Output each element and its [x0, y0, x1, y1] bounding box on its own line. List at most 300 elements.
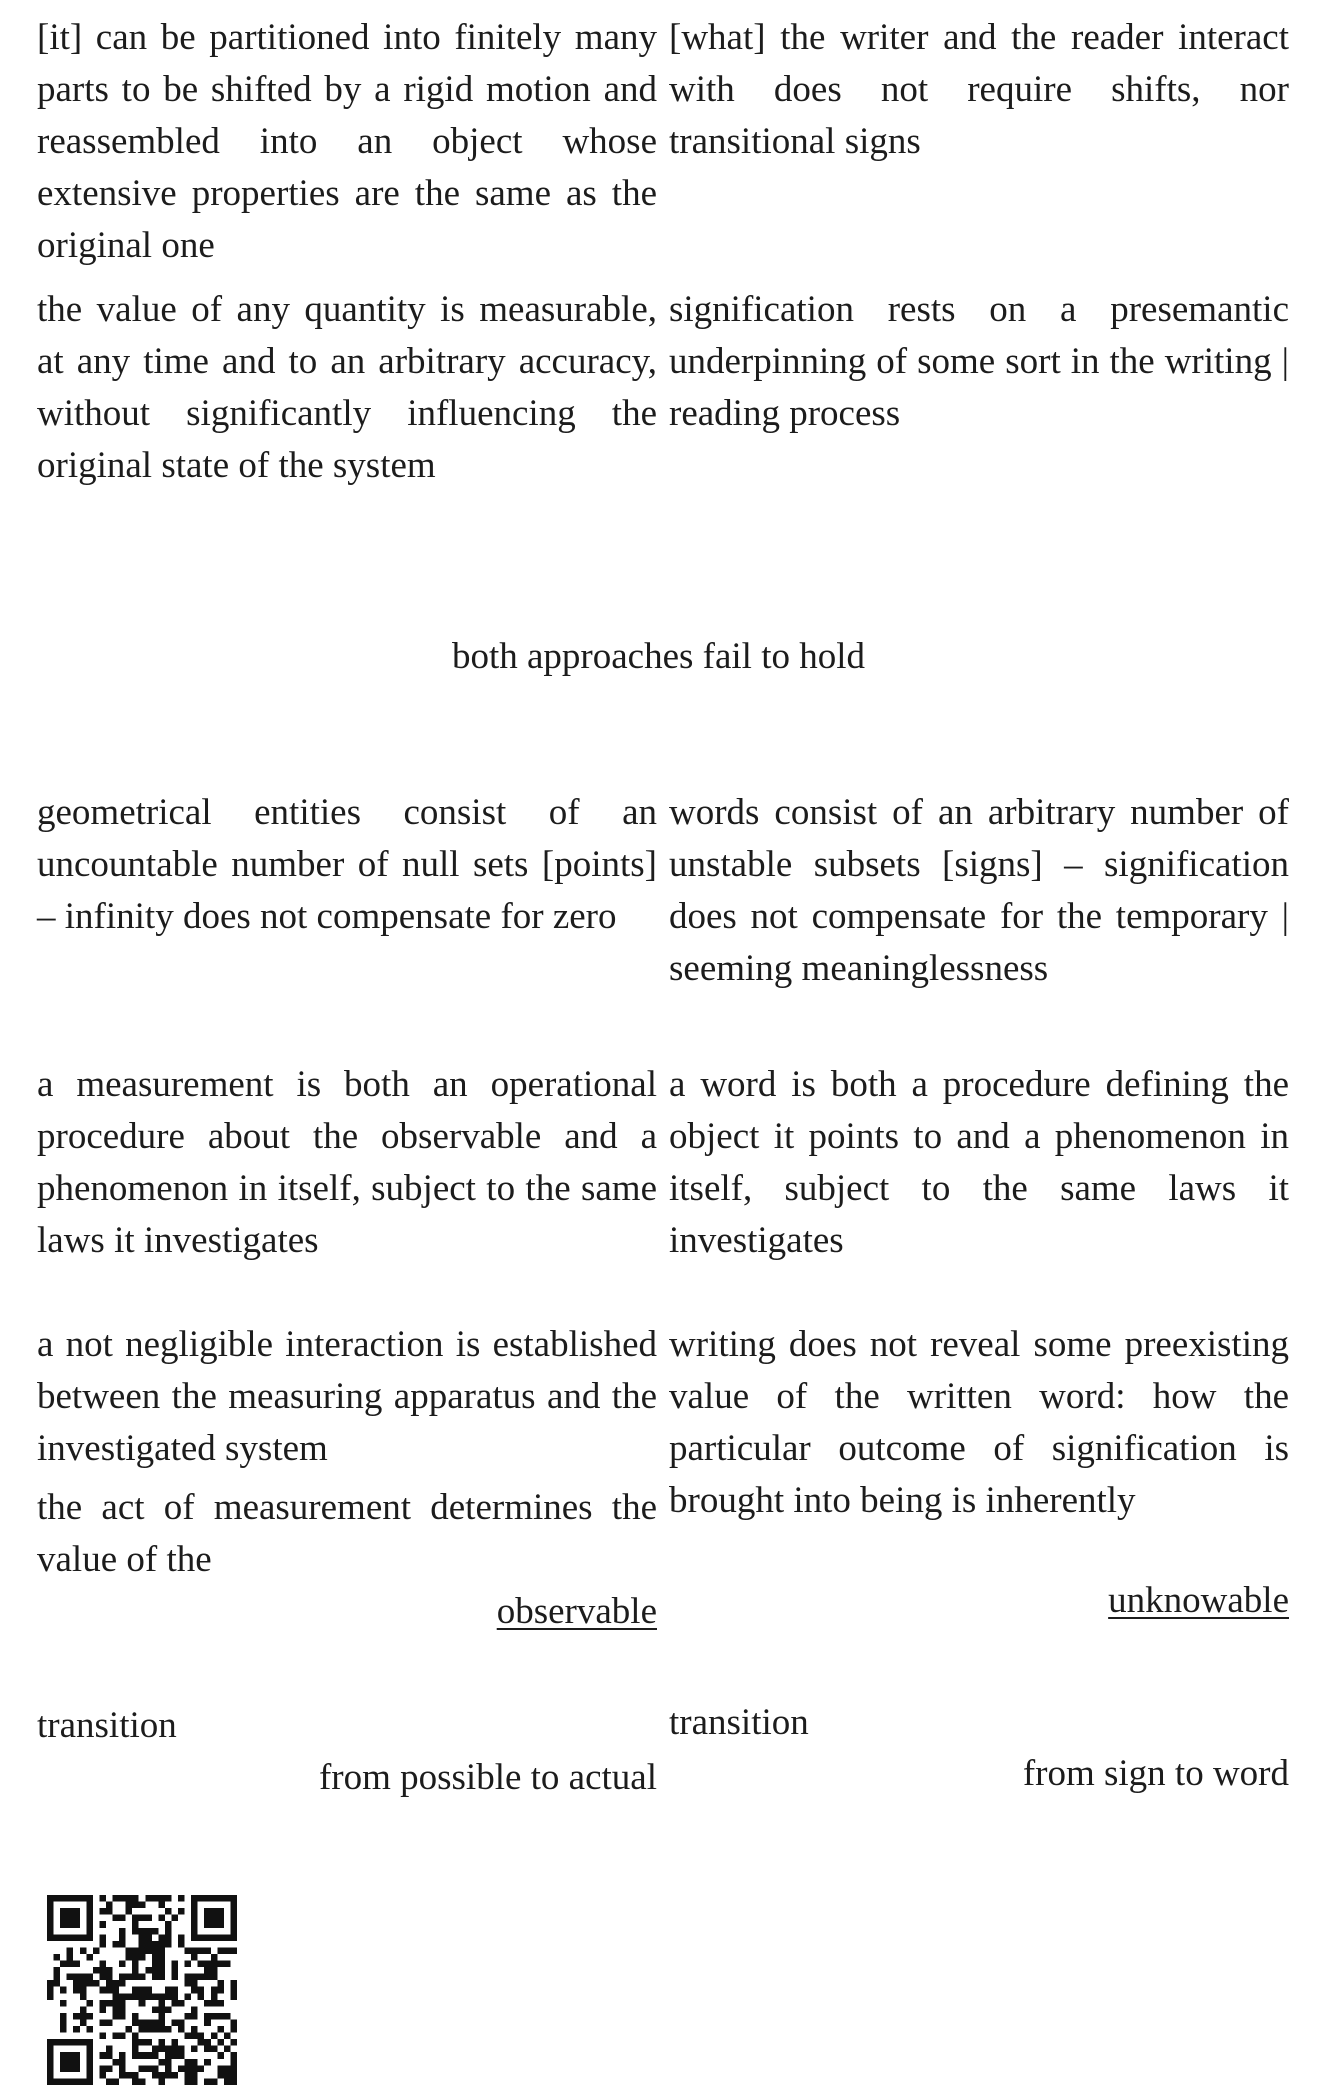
qr-module [54, 1934, 61, 1941]
qr-module [217, 1921, 224, 1928]
qr-module [86, 1902, 93, 1909]
qr-module [211, 1967, 218, 1974]
qr-module [60, 2013, 67, 2020]
qr-module [191, 1915, 198, 1922]
qr-module [60, 2052, 67, 2059]
qr-module [80, 1934, 87, 1941]
qr-module [67, 1954, 74, 1961]
qr-module [211, 2046, 218, 2053]
qr-module [230, 1902, 237, 1909]
qr-module [73, 2065, 80, 2072]
qr-module [139, 1947, 146, 1954]
qr-module [86, 1974, 93, 1981]
qr-module [191, 2026, 198, 2033]
qr-module [171, 2072, 178, 2079]
qr-module [145, 2052, 152, 2059]
qr-module [224, 2046, 231, 2053]
qr-module [54, 1954, 61, 1961]
qr-module [139, 2065, 146, 2072]
qr-module [224, 2065, 231, 2072]
qr-module [152, 1967, 159, 1974]
qr-module [73, 2078, 80, 2085]
qr-module [198, 1993, 205, 2000]
qr-module [99, 1908, 106, 1915]
qr-module [132, 2033, 139, 2040]
qr-module [80, 1987, 87, 1994]
qr-module [126, 1908, 133, 1915]
qr-module [119, 1993, 126, 2000]
qr-code[interactable] [47, 1895, 237, 2085]
qr-module [60, 1908, 67, 1915]
qr-module [47, 2059, 54, 2066]
qr-module [73, 2039, 80, 2046]
qr-module [145, 2026, 152, 2033]
bottom-left-para-3: a not negligible interaction is established between the measuring apparatus and the investigated system [37, 1324, 657, 1469]
qr-module [230, 1921, 237, 1928]
qr-module [126, 2026, 133, 2033]
qr-module [198, 2033, 205, 2040]
qr-module [178, 2000, 185, 2007]
bottom-left-para-2: a measurement is both an operational procedure about the observable and a phenomenon in itself, subject to the same laws it investigates [37, 1064, 657, 1261]
qr-module [47, 2072, 54, 2079]
qr-module [106, 1908, 113, 1915]
transition-right-label: transition [669, 1702, 809, 1743]
qr-module [230, 2039, 237, 2046]
qr-module [86, 2039, 93, 2046]
qr-module [211, 1974, 218, 1981]
bottom-left-para-1: geometrical entities consist of an uncountable number of null sets [points] – infinity does not compensate for zero [37, 792, 657, 937]
qr-module [86, 2072, 93, 2079]
qr-module [132, 1915, 139, 1922]
qr-module [99, 1961, 106, 1968]
qr-module [106, 2019, 113, 2026]
qr-module [47, 1993, 54, 2000]
qr-module [60, 2026, 67, 2033]
qr-module [47, 2039, 54, 2046]
qr-module [152, 1895, 159, 1902]
qr-module [119, 2072, 126, 2079]
qr-module [67, 1895, 74, 1902]
qr-module [204, 1947, 211, 1954]
qr-module [158, 2000, 165, 2007]
qr-module [191, 2013, 198, 2020]
qr-module [191, 1947, 198, 1954]
transition-right-detail: from sign to word [1022, 1753, 1289, 1794]
qr-module [86, 2078, 93, 2085]
qr-module [139, 1974, 146, 1981]
qr-module [171, 2000, 178, 2007]
qr-module [54, 2078, 61, 2085]
qr-module [119, 1941, 126, 1948]
qr-module [158, 2013, 165, 2020]
qr-module [158, 1967, 165, 1974]
qr-module [139, 1928, 146, 1935]
qr-module [171, 1993, 178, 2000]
qr-module [165, 2026, 172, 2033]
qr-module [198, 1987, 205, 1994]
qr-module [113, 2059, 120, 2066]
qr-module [54, 1967, 61, 1974]
qr-module [113, 1915, 120, 1922]
qr-module [185, 1961, 192, 1968]
qr-module [185, 2078, 192, 2085]
qr-module [178, 2019, 185, 2026]
qr-module [54, 2039, 61, 2046]
qr-module [178, 1908, 185, 1915]
qr-module [158, 1974, 165, 1981]
qr-module [99, 2019, 106, 2026]
qr-module [191, 2065, 198, 2072]
qr-module [86, 2013, 93, 2020]
qr-module [165, 2059, 172, 2066]
qr-module [185, 1993, 192, 2000]
qr-module [67, 1934, 74, 1941]
qr-module [224, 1961, 231, 1968]
qr-module [80, 2006, 87, 2013]
qr-module [73, 1974, 80, 1981]
qr-module [132, 1947, 139, 1954]
transition-left-label: transition [37, 1705, 177, 1746]
qr-module [47, 1908, 54, 1915]
qr-module [191, 1902, 198, 1909]
qr-module [165, 2065, 172, 2072]
qr-module [152, 2026, 159, 2033]
qr-module [67, 1961, 74, 1968]
qr-module [230, 1915, 237, 1922]
qr-module [217, 2065, 224, 2072]
qr-module [165, 1895, 172, 1902]
qr-module [152, 1928, 159, 1935]
bottom-right-para-3: writing does not reveal some preexisting value of the written word: how the particular outcome of signification is brought into being is inherently [669, 1324, 1289, 1521]
qr-module [158, 2019, 165, 2026]
qr-module [47, 2052, 54, 2059]
qr-module [204, 2019, 211, 2026]
qr-module [132, 1954, 139, 1961]
qr-module [185, 2013, 192, 2020]
qr-module [119, 2006, 126, 2013]
qr-module [86, 1980, 93, 1987]
qr-module [139, 2000, 146, 2007]
qr-module [224, 2072, 231, 2079]
qr-module [119, 2052, 126, 2059]
qr-module [93, 1947, 100, 1954]
qr-module [126, 2072, 133, 2079]
qr-module [158, 1934, 165, 1941]
qr-module [67, 2065, 74, 2072]
qr-module [86, 2052, 93, 2059]
qr-module [132, 2039, 139, 2046]
qr-module [132, 1921, 139, 1928]
qr-module [165, 2006, 172, 2013]
qr-module [191, 1980, 198, 1987]
qr-module [145, 1987, 152, 1994]
qr-module [152, 1961, 159, 1968]
qr-module [204, 2013, 211, 2020]
qr-module [165, 2046, 172, 2053]
qr-module [145, 1947, 152, 1954]
qr-module [54, 1895, 61, 1902]
qr-module [178, 1934, 185, 1941]
qr-module [204, 1921, 211, 1928]
qr-module [191, 1954, 198, 1961]
qr-module [132, 1895, 139, 1902]
qr-module [198, 1974, 205, 1981]
qr-module [99, 2000, 106, 2007]
qr-module [67, 2039, 74, 2046]
qr-module [152, 2072, 159, 2079]
qr-module [99, 1895, 106, 1902]
qr-module [67, 2052, 74, 2059]
qr-module [230, 1980, 237, 1987]
qr-module [158, 1915, 165, 1922]
qr-module [73, 2026, 80, 2033]
qr-module [99, 2072, 106, 2079]
qr-module [158, 2026, 165, 2033]
qr-module [185, 2059, 192, 2066]
qr-module [191, 1987, 198, 1994]
qr-module [99, 1987, 106, 1994]
qr-module [185, 2072, 192, 2079]
qr-module [132, 1928, 139, 1935]
qr-module [204, 2046, 211, 2053]
qr-module [47, 1934, 54, 1941]
qr-module [99, 2033, 106, 2040]
qr-module [132, 2072, 139, 2079]
qr-module [99, 1921, 106, 1928]
qr-module [106, 2065, 113, 2072]
qr-module [67, 1921, 74, 1928]
qr-module [80, 2078, 87, 2085]
qr-module [139, 1954, 146, 1961]
qr-module [230, 1928, 237, 1935]
qr-module [119, 1961, 126, 1968]
qr-module [217, 2000, 224, 2007]
qr-module [99, 2006, 106, 2013]
qr-module [158, 2078, 165, 2085]
qr-module [211, 2000, 218, 2007]
qr-module [113, 2000, 120, 2007]
qr-module [145, 2039, 152, 2046]
qr-module [217, 2039, 224, 2046]
qr-module [86, 1895, 93, 1902]
qr-module [139, 1902, 146, 1909]
qr-module [152, 2065, 159, 2072]
qr-module [178, 1941, 185, 1948]
qr-module [113, 2013, 120, 2020]
qr-module [204, 2039, 211, 2046]
qr-module [230, 2059, 237, 2066]
qr-module [93, 1967, 100, 1974]
qr-module [191, 1908, 198, 1915]
qr-module [132, 1987, 139, 1994]
qr-module [198, 1895, 205, 1902]
qr-module [139, 1915, 146, 1922]
qr-module [152, 2046, 159, 2053]
qr-module [60, 1934, 67, 1941]
qr-module [73, 1921, 80, 1928]
qr-module [86, 1954, 93, 1961]
qr-module [132, 1967, 139, 1974]
qr-module [230, 2052, 237, 2059]
qr-module [119, 2059, 126, 2066]
qr-module [47, 2046, 54, 2053]
qr-module [113, 2078, 120, 2085]
qr-module [211, 1961, 218, 1968]
qr-module [86, 2000, 93, 2007]
qr-module [152, 2006, 159, 2013]
qr-module [139, 1993, 146, 2000]
qr-module [171, 2046, 178, 2053]
qr-module [47, 1987, 54, 1994]
qr-module [60, 1895, 67, 1902]
qr-module [191, 2072, 198, 2079]
qr-module [185, 1980, 192, 1987]
qr-module [198, 2065, 205, 2072]
qr-module [47, 1895, 54, 1902]
qr-module [99, 1934, 106, 1941]
qr-module [230, 2026, 237, 2033]
qr-module [204, 2000, 211, 2007]
qr-module [204, 1915, 211, 1922]
qr-module [119, 1895, 126, 1902]
qr-module [171, 1961, 178, 1968]
qr-module [106, 2046, 113, 2053]
qr-module [204, 2059, 211, 2066]
qr-module [204, 1895, 211, 1902]
qr-module [165, 1987, 172, 1994]
qr-module [119, 2033, 126, 2040]
qr-module [86, 1928, 93, 1935]
qr-module [67, 1915, 74, 1922]
qr-module [230, 1895, 237, 1902]
qr-module [158, 1902, 165, 1909]
qr-module [191, 1928, 198, 1935]
qr-module [145, 1915, 152, 1922]
qr-module [80, 1993, 87, 2000]
qr-module [230, 1987, 237, 1994]
qr-module [99, 2052, 106, 2059]
qr-module [145, 1941, 152, 1948]
qr-module [60, 2078, 67, 2085]
qr-module [204, 1974, 211, 1981]
qr-module [113, 1980, 120, 1987]
qr-module [204, 1967, 211, 1974]
qr-module [198, 1961, 205, 1968]
qr-module [93, 1980, 100, 1987]
qr-module [204, 1934, 211, 1941]
qr-module [191, 2078, 198, 2085]
qr-module [106, 1987, 113, 1994]
qr-module [165, 1993, 172, 2000]
qr-module [126, 1954, 133, 1961]
bottom-right-para-2: a word is both a procedure defining the object it points to and a phenomenon in itself, subject to the same laws it investigates [669, 1064, 1289, 1261]
qr-module [119, 1915, 126, 1922]
qr-module [217, 1934, 224, 1941]
qr-module [224, 2013, 231, 2020]
qr-module [60, 1921, 67, 1928]
qr-module [211, 1895, 218, 1902]
qr-module [217, 1915, 224, 1922]
qr-module [198, 1947, 205, 1954]
qr-module [204, 1961, 211, 1968]
qr-module [126, 1947, 133, 1954]
qr-module [113, 1941, 120, 1948]
qr-module [211, 1921, 218, 1928]
qr-module [152, 1974, 159, 1981]
qr-module [106, 1980, 113, 1987]
qr-module [126, 1902, 133, 1909]
qr-module [178, 2052, 185, 2059]
qr-module [230, 2078, 237, 2085]
qr-module [165, 2052, 172, 2059]
qr-module [165, 1921, 172, 1928]
qr-module [47, 1928, 54, 1935]
qr-module [145, 1895, 152, 1902]
qr-module [86, 2059, 93, 2066]
qr-module [106, 2000, 113, 2007]
qr-module [145, 1934, 152, 1941]
qr-module [73, 2052, 80, 2059]
qr-module [171, 2019, 178, 2026]
qr-module [60, 1987, 67, 1994]
qr-module [145, 1928, 152, 1935]
unknowable-word: unknowable [1108, 1580, 1289, 1621]
qr-module [67, 1974, 74, 1981]
qr-module [158, 2006, 165, 2013]
qr-module [139, 2019, 146, 2026]
qr-module [185, 2065, 192, 2072]
qr-module [113, 1895, 120, 1902]
qr-module [152, 1947, 159, 1954]
qr-module [152, 2019, 159, 2026]
qr-module [119, 1934, 126, 1941]
qr-module [86, 2065, 93, 2072]
qr-module [211, 1908, 218, 1915]
qr-module [230, 2065, 237, 2072]
qr-module [132, 1974, 139, 1981]
qr-module [119, 2013, 126, 2020]
qr-module [191, 2006, 198, 2013]
qr-module [86, 1915, 93, 1922]
qr-module [178, 2046, 185, 2053]
qr-module [73, 1961, 80, 1968]
qr-module [132, 1993, 139, 2000]
qr-module [80, 2039, 87, 2046]
qr-module [217, 1895, 224, 1902]
qr-module [191, 2059, 198, 2066]
qr-module [217, 1980, 224, 1987]
qr-module [152, 2052, 159, 2059]
qr-module [67, 1908, 74, 1915]
qr-module [54, 1980, 61, 1987]
transition-left-detail: from possible to actual [318, 1757, 657, 1798]
qr-module [165, 1928, 172, 1935]
qr-module [158, 1961, 165, 1968]
qr-module [152, 1954, 159, 1961]
qr-module [139, 1941, 146, 1948]
qr-module [230, 1934, 237, 1941]
qr-module [217, 2072, 224, 2079]
qr-module [113, 1993, 120, 2000]
qr-module [132, 2019, 139, 2026]
qr-module [139, 2078, 146, 2085]
qr-module [171, 1915, 178, 1922]
qr-module [217, 2052, 224, 2059]
qr-module [204, 2078, 211, 2085]
qr-module [224, 1934, 231, 1941]
qr-module [139, 1934, 146, 1941]
qr-module [171, 2052, 178, 2059]
